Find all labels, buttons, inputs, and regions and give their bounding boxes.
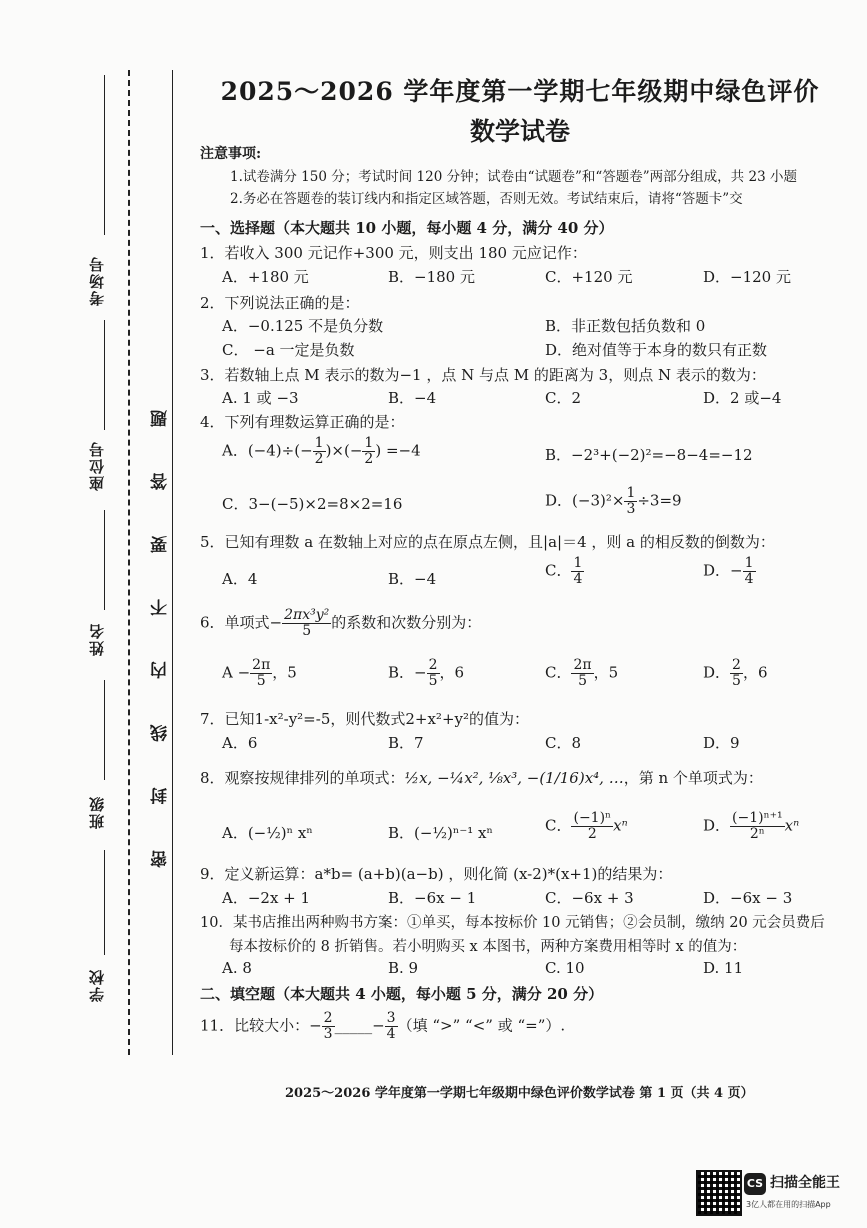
q4-a-pre: A．(−4)÷(− xyxy=(222,441,313,460)
q6-d-pre: D． xyxy=(703,663,731,682)
q6-a-post: ，5 xyxy=(272,663,297,682)
q5-c-frac xyxy=(571,556,584,587)
camscanner-logo-icon: CS xyxy=(744,1173,766,1195)
frac-denominator: 2 xyxy=(587,826,597,842)
scanner-app-name: 扫描全能王 xyxy=(770,1175,840,1191)
q7-option-b: B．7 xyxy=(388,734,424,752)
q4-option-a xyxy=(222,436,421,467)
q11-stem-pre: 11．比较大小：− xyxy=(200,1016,322,1035)
seat-no-label: 座位号 xyxy=(88,440,106,491)
q4-a-mid: )×(− xyxy=(325,441,363,460)
frac-denominator: 4 xyxy=(386,1026,396,1042)
q6-stem-post: 的系数和次数分别为： xyxy=(331,613,482,632)
q6-a-pre: A − xyxy=(222,663,251,682)
q6-stem-pre: 6．单项式− xyxy=(200,613,283,632)
q9-stem: 9．定义新运算：a*b= (a+b)(a−b) ，则化简 (x-2)*(x+1)的结果为： xyxy=(200,865,673,883)
frac-denominator: 5 xyxy=(302,623,312,639)
q11-mid: − xyxy=(372,1016,385,1035)
qr-code-icon xyxy=(696,1170,742,1216)
frac-numerator: (−1)ⁿ xyxy=(573,810,612,826)
q2-stem: 2．下列说法正确的是： xyxy=(200,294,360,312)
section-1-heading: 一、选择题（本大题共 10 小题，每小题 4 分，满分 40 分） xyxy=(200,219,614,237)
q3-option-d: D．2 或−4 xyxy=(703,389,782,407)
frac-numerator: (−1)ⁿ⁺¹ xyxy=(732,810,783,826)
q4-a-post: ) =−4 xyxy=(375,441,421,460)
q10-option-b: B. 9 xyxy=(388,959,419,977)
q10-option-c: C. 10 xyxy=(545,959,585,977)
q11-frac-a xyxy=(322,1011,335,1042)
q6-a-frac xyxy=(250,658,272,689)
frac-denominator: 5 xyxy=(428,673,438,689)
frac-denominator: 4 xyxy=(573,571,583,587)
q8-d-frac xyxy=(730,811,785,842)
q6-c-pre: C． xyxy=(545,663,572,682)
frac-denominator: 2 xyxy=(364,451,374,467)
q3-option-a: A. 1 或 −3 xyxy=(222,389,299,407)
q6-b-pre: B．− xyxy=(388,663,427,682)
frac-numerator: 1 xyxy=(744,555,754,571)
notice-heading: 注意事项: xyxy=(200,146,262,162)
q7-option-a: A．6 xyxy=(222,734,258,752)
frac-denominator: 3 xyxy=(323,1026,333,1042)
q10-option-a: A. 8 xyxy=(222,959,252,977)
q8-option-c xyxy=(545,811,628,842)
q5-stem: 5．已知有理数 a 在数轴上对应的点在原点左侧，且|a|＝4 ，则 a 的相反数的倒数为： xyxy=(200,533,775,551)
frac-denominator: 2ⁿ xyxy=(749,826,765,842)
q8-sequence: ½x, −¼x², ⅛x³, −(1/16)x⁴, … xyxy=(404,769,624,787)
q8-stem xyxy=(200,767,763,788)
q8-stem-pre: 8．观察按规律排列的单项式： xyxy=(200,769,405,787)
notice-item-2: 2.务必在答题卷的装订线内和指定区域答题，否则无效。考试结束后，请将“答题卡”交 xyxy=(230,191,743,207)
q7-stem: 7．已知1-x²-y²=-5，则代数式2+x²+y²的值为： xyxy=(200,710,530,728)
q10-option-d: D. 11 xyxy=(703,959,744,977)
q6-option-a xyxy=(222,658,297,689)
scanner-tagline: 3亿人都在用的扫描App xyxy=(746,1200,831,1209)
q2-option-b: B．非正数包括负数和 0 xyxy=(545,317,706,335)
q4-stem: 4．下列有理数运算正确的是： xyxy=(200,413,405,431)
q2-option-d: D．绝对值等于本身的数只有正数 xyxy=(545,341,768,359)
exam-room-underline xyxy=(104,75,105,235)
frac-numerator: 2 xyxy=(428,657,438,673)
binding-dashed-line xyxy=(128,70,130,1055)
q2-option-c: C． −a 一定是负数 xyxy=(222,341,355,359)
q1-option-c: C．+120 元 xyxy=(545,268,633,286)
q8-option-b: B．(−½)ⁿ⁻¹ xⁿ xyxy=(388,824,493,842)
q10-stem-line1: 10．某书店推出两种购书方案：①单买，每本按标价 10 元销售；②会员制，缴纳 20 元会员费后 xyxy=(200,915,825,931)
q6-option-c xyxy=(545,658,618,689)
q6-b-post: ，6 xyxy=(439,663,465,682)
q8-d-post: xⁿ xyxy=(784,816,800,835)
q8-d-pre: D． xyxy=(703,816,731,835)
q5-option-c xyxy=(545,556,584,587)
q8-c-frac xyxy=(571,811,613,842)
q9-option-a: A．−2x + 1 xyxy=(222,889,311,907)
q3-option-c: C．2 xyxy=(545,389,582,407)
q5-d-frac xyxy=(743,556,756,587)
q6-stem xyxy=(200,608,481,639)
q2-option-a: A．−0.125 不是负分数 xyxy=(222,317,384,335)
frac-numerator: 1 xyxy=(626,485,636,501)
school-underline xyxy=(104,850,105,955)
class-label: 班级 xyxy=(88,795,106,829)
q1-stem: 1．若收入 300 元记作+300 元，则支出 180 元应记作： xyxy=(200,244,587,262)
q4-option-d xyxy=(545,486,682,517)
q9-option-c: C．−6x + 3 xyxy=(545,889,634,907)
seat-no-underline xyxy=(104,320,105,430)
name-underline xyxy=(104,510,105,610)
q5-option-d xyxy=(703,556,756,587)
q5-d-pre: D．− xyxy=(703,561,743,580)
frac-numerator: 1 xyxy=(364,435,374,451)
q5-c-pre: C． xyxy=(545,561,572,580)
class-underline xyxy=(104,680,105,780)
q4-d-post: ÷3=9 xyxy=(637,491,682,510)
q5-option-a: A．4 xyxy=(222,570,258,588)
notice-item-1: 1.试卷满分 150 分；考试时间 120 分钟；试卷由“试题卷”和“答题卷”两部分组成，共 23 小题 xyxy=(230,169,797,185)
q4-d-frac xyxy=(624,486,637,517)
q8-c-post: xⁿ xyxy=(613,816,628,835)
frac-numerator: 1 xyxy=(573,555,583,571)
q3-option-b: B．−4 xyxy=(388,389,437,407)
exam-subject-title: 数学试卷 xyxy=(469,117,570,146)
page-footer: 2025～2026 学年度第一学期七年级期中绿色评价数学试卷 第 1 页（共 4 页） xyxy=(285,1086,754,1101)
q6-option-b xyxy=(388,658,464,689)
q4-option-b: B．−2³+(−2)²=−8−4=−12 xyxy=(545,446,753,464)
q11-stem xyxy=(200,1011,565,1042)
q8-stem-post: ，第 n 个单项式为： xyxy=(623,769,763,787)
q1-option-d: D．−120 元 xyxy=(703,268,791,286)
frac-numerator: 2π xyxy=(252,657,271,673)
exam-title: 2025～2026 学年度第一学期七年级期中绿色评价 xyxy=(220,77,820,106)
q8-option-a: A．(−½)ⁿ xⁿ xyxy=(222,824,313,842)
frac-denominator: 5 xyxy=(256,673,266,689)
q3-stem: 3．若数轴上点 M 表示的数为−1 ，点 N 与点 M 的距离为 3，则点 N 表示的数为： xyxy=(200,366,766,384)
frac-denominator: 5 xyxy=(578,673,587,689)
q11-frac-b xyxy=(385,1011,398,1042)
school-label: 学校 xyxy=(88,968,106,1002)
q5-option-b: B．−4 xyxy=(388,570,437,588)
q9-option-d: D．−6x − 3 xyxy=(703,889,793,907)
q1-option-b: B．−180 元 xyxy=(388,268,475,286)
frac-numerator: 1 xyxy=(314,435,324,451)
frac-numerator: 3 xyxy=(386,1010,396,1026)
section-2-heading: 二、填空题（本大题共 4 小题，每小题 5 分，满分 20 分） xyxy=(200,985,604,1003)
q6-c-frac xyxy=(571,658,593,689)
frac-denominator: 3 xyxy=(626,501,636,517)
frac-denominator: 2 xyxy=(314,451,324,467)
q4-option-c: C．3−(−5)×2=8×2=16 xyxy=(222,495,403,513)
q7-option-d: D．9 xyxy=(703,734,740,752)
frac-denominator: 4 xyxy=(744,571,754,587)
q6-d-frac xyxy=(730,658,743,689)
q8-c-pre: C． xyxy=(545,816,572,835)
q6-d-post: ，6 xyxy=(742,663,768,682)
frac-numerator: 2 xyxy=(732,657,741,673)
name-label: 姓名 xyxy=(88,622,106,656)
q9-option-b: B．−6x − 1 xyxy=(388,889,477,907)
q6-monomial xyxy=(282,608,331,639)
seal-line-notice: 密 封 线 内 不 要 答 题 xyxy=(151,390,171,868)
q11-answer-blank[interactable]: _____ xyxy=(334,1016,373,1035)
q1-option-a: A．+180 元 xyxy=(222,268,309,286)
q8-option-d xyxy=(703,811,799,842)
frac-denominator: 5 xyxy=(732,673,741,689)
q7-option-c: C．8 xyxy=(545,734,582,752)
q4-d-pre: D．(−3)²× xyxy=(545,491,625,510)
exam-room-label: 考场号 xyxy=(88,255,106,306)
frac-numerator: 2πx³y² xyxy=(284,607,330,623)
q4-a-frac-2 xyxy=(362,436,375,467)
q4-a-frac-1 xyxy=(313,436,326,467)
q10-stem-line2: 每本按标价的 8 折销售。若小明购买 x 本图书，两种方案费用相等时 x 的值为： xyxy=(229,939,747,955)
frac-numerator: 2 xyxy=(323,1010,333,1026)
q6-option-d xyxy=(703,658,768,689)
q6-c-post: ，5 xyxy=(593,663,619,682)
q6-b-frac xyxy=(427,658,440,689)
q11-stem-post: （填 “>” “<” 或 “=”）. xyxy=(397,1016,566,1035)
frac-numerator: 2π xyxy=(573,657,592,673)
